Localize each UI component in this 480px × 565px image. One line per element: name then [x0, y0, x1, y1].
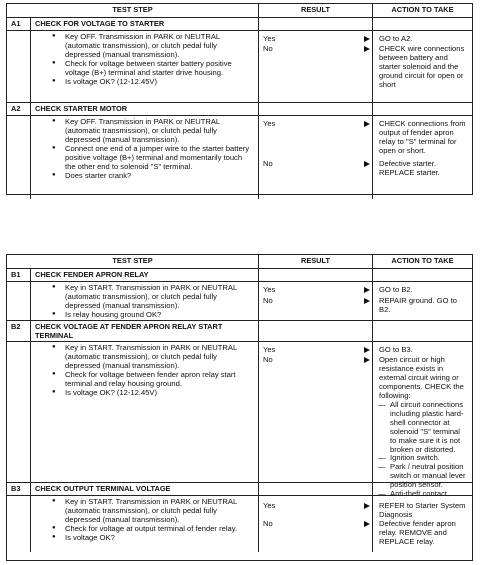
step-instructions: [43, 33, 254, 87]
table-header: [7, 4, 472, 18]
action-no: Defective starter. REPLACE starter.: [379, 159, 440, 177]
result-no: No: [263, 296, 273, 305]
step-title: CHECK STARTER MOTOR: [31, 103, 259, 115]
instruction-item: ● Is relay housing ground OK?: [65, 311, 254, 320]
instruction-item: ● Check for voltage between fender apron relay start terminal and relay housing ground.: [65, 371, 254, 389]
arrow-right-icon: [364, 36, 370, 42]
result-no: No: [263, 355, 273, 364]
arrow-right-icon: [364, 347, 370, 353]
result-yes: Yes: [263, 345, 276, 354]
instruction-item: ● Key in START. Transmission in PARK or NEUTRAL (automatic transmission), or clutch pedal fully depressed (manual transmission).: [65, 344, 254, 371]
result-no: No: [263, 519, 273, 528]
step-b1-body: [7, 282, 472, 321]
result-yes: Yes: [263, 34, 276, 43]
table-header: [7, 255, 472, 269]
instruction-item: ● Key OFF. Transmission in PARK or NEUTRAL (automatic transmission), or clutch pedal fully depressed (manual transmission).: [65, 33, 254, 60]
arrow-right-icon: [364, 357, 370, 363]
result-yes: Yes: [263, 119, 276, 128]
step-a2-row: [7, 103, 472, 116]
arrow-right-icon: [364, 121, 370, 127]
instruction-item: ● Is voltage OK? (12-12.45V): [65, 389, 254, 398]
action-yes: GO to B2.: [379, 285, 413, 294]
arrow-right-icon: [364, 503, 370, 509]
header-test-step: TEST STEP: [7, 4, 259, 17]
header-result: RESULT: [259, 255, 373, 268]
instruction-item: ● Key in START. Transmission in PARK or NEUTRAL (automatic transmission), or clutch pedal fully depressed (manual transmission).: [65, 498, 254, 525]
result-yes: Yes: [263, 285, 276, 294]
step-title: CHECK FENDER APRON RELAY: [31, 269, 259, 281]
step-code: B3: [7, 483, 31, 495]
instruction-item: ● Key in START. Transmission in PARK or NEUTRAL (automatic transmission), or clutch pedal fully depressed (manual transmission).: [65, 284, 254, 311]
result-yes: Yes: [263, 501, 276, 510]
check-item: — All circuit connections including plastic hard-shell connector at solenoid "S" terminal to make sure it is not broken or distorted.: [379, 401, 468, 455]
instruction-item: ● Is voltage OK?: [65, 534, 254, 543]
step-a2-body: [7, 116, 472, 199]
arrow-right-icon: [364, 521, 370, 527]
step-code: A2: [7, 103, 31, 115]
header-action: ACTION TO TAKE: [391, 5, 454, 15]
instruction-item: ● Check for voltage at output terminal of fender relay.: [65, 525, 254, 534]
step-a1-row: [7, 18, 472, 31]
step-title: CHECK OUTPUT TERMINAL VOLTAGE: [31, 483, 259, 495]
action-no: Defective fender apron relay. REMOVE and REPLACE relay.: [379, 519, 456, 546]
step-instructions: [43, 118, 254, 181]
step-a1-body: [7, 31, 472, 103]
arrow-right-icon: [364, 161, 370, 167]
step-b1-row: [7, 269, 472, 282]
arrow-right-icon: [364, 298, 370, 304]
diagnostic-table-a: [6, 3, 473, 195]
header-result: RESULT: [259, 4, 373, 17]
instruction-item: ● Does starter crank?: [65, 172, 254, 181]
result-no: No: [263, 159, 273, 168]
step-b2-row: [7, 321, 472, 342]
action-no: CHECK wire connections between battery and starter solenoid and the ground circuit for open or short: [379, 44, 465, 89]
step-b3-body: [7, 496, 472, 552]
check-item: — Ignition switch.: [379, 454, 468, 463]
arrow-right-icon: [364, 46, 370, 52]
step-instructions: [43, 344, 254, 398]
step-title: CHECK VOLTAGE AT FENDER APRON RELAY START TERMINAL: [31, 321, 259, 341]
check-item: — Park / neutral position switch or manual lever position sensor.: [379, 463, 468, 490]
step-title: CHECK FOR VOLTAGE TO STARTER: [31, 18, 259, 30]
step-instructions: [43, 498, 254, 543]
header-test-step: TEST STEP: [7, 255, 259, 268]
step-code: A1: [7, 18, 31, 30]
result-no: No: [263, 44, 273, 53]
arrow-right-icon: [364, 287, 370, 293]
diagnostic-table-b: [6, 254, 473, 561]
action-yes: CHECK connections from output of fender apron relay to "S" terminal for open or short.: [379, 119, 466, 155]
step-code: B1: [7, 269, 31, 281]
instruction-item: ● Connect one end of a jumper wire to the starter battery positive voltage (B+) terminal and momentarily touch the other end to solenoid "S" terminal.: [65, 145, 254, 172]
instruction-item: ● Key OFF. Transmission in PARK or NEUTRAL (automatic transmission), or clutch pedal fully depressed (manual transmission).: [65, 118, 254, 145]
header-action: ACTION TO TAKE: [391, 256, 454, 266]
action-no: REPAIR ground. GO to B2.: [379, 296, 457, 314]
check-item: — Anti-theft contact.: [379, 490, 468, 499]
action-yes: GO to A2.: [379, 34, 413, 43]
action-yes: REFER to Starter System Diagnosis: [379, 501, 466, 519]
step-code: B2: [7, 321, 31, 341]
action-yes: GO to B3.: [379, 345, 413, 354]
step-instructions: [43, 284, 254, 320]
instruction-item: ● Is voltage OK? (12-12.45V): [65, 78, 254, 87]
action-no: Open circuit or high resistance exists in external circuit wiring or components. CHECK the following:: [379, 355, 464, 400]
instruction-item: ● Check for voltage between starter battery positive voltage (B+) terminal and starter drive housing.: [65, 60, 254, 78]
